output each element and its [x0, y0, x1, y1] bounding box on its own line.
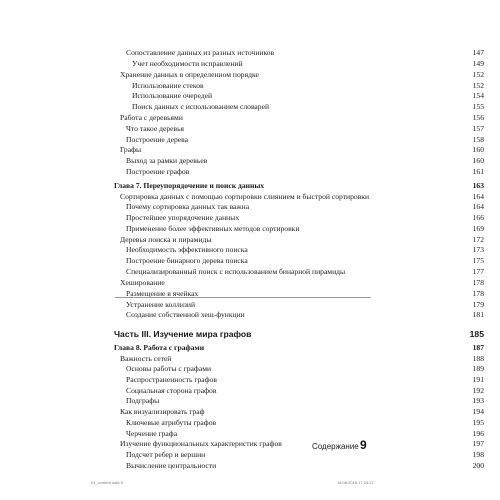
- toc-entry-title: Часть III. Изучение мира графов: [114, 329, 252, 339]
- page-number: 9: [360, 438, 367, 452]
- toc-entry-title: Использование очередей: [132, 91, 213, 100]
- toc-entry-title: Важность сетей: [120, 354, 172, 363]
- toc-entry-title: Хеширование: [120, 278, 165, 287]
- toc-entry-page: 163: [472, 181, 484, 190]
- toc-entry-page: 189: [472, 364, 484, 373]
- toc-entry-page: 152: [472, 70, 484, 79]
- toc-entry-page: 185: [469, 329, 484, 339]
- toc-entry-title: Ключевые атрибуты графов: [126, 418, 217, 427]
- toc-entry-page: 166: [472, 213, 484, 222]
- toc-entry-page: 164: [472, 202, 484, 211]
- toc-entry-page: 197: [472, 439, 484, 448]
- toc-entry-page: 196: [472, 429, 484, 438]
- toc-entry-title: Вычисление центральности: [126, 461, 217, 470]
- print-slug-file: 01_content.indd 9: [91, 480, 123, 485]
- toc-entry-title: Подграфы: [126, 396, 160, 405]
- toc-entry-page: 158: [472, 135, 484, 144]
- toc-entry-title: Простейшее упорядочение данных: [126, 213, 240, 222]
- toc-entry-title: Хранение данных в определенном порядке: [120, 70, 259, 79]
- toc-entry-page: 172: [472, 235, 484, 244]
- print-slug-timestamp: 18.06.2018 17:24:27: [337, 480, 374, 485]
- toc-entry-page: 147: [472, 48, 484, 57]
- toc-entry-page: 178: [472, 289, 484, 298]
- toc-entry-title: Глава 7. Переупорядочение и поиск данных: [114, 181, 265, 190]
- toc-entry-page: 195: [472, 418, 484, 427]
- toc-entry-title: Специализированный поиск с использованием бинарной пирамиды: [126, 267, 346, 276]
- toc-entry-title: Построение бинарного дерева поиска: [126, 256, 248, 265]
- toc-entry-title: Работа с деревьями: [120, 113, 183, 122]
- toc-entry-page: 160: [472, 156, 484, 165]
- toc-entry-title: Социальная сторона графов: [126, 386, 217, 395]
- toc-entry-title: Деревья поиска и пирамиды: [120, 235, 212, 244]
- toc-entry-title: Подсчет ребер и вершин: [126, 450, 206, 459]
- toc-entry-page: 160: [472, 145, 484, 154]
- toc-entry-title: Изучение функциональных характеристик графов: [120, 439, 282, 448]
- toc-entry-page: 177: [472, 267, 484, 276]
- toc-entry-title: Построение графов: [126, 167, 190, 176]
- toc-entry-title: Как визуализировать граф: [120, 407, 205, 416]
- toc-entry-page: 194: [472, 407, 484, 416]
- toc-entry-title: Создание собственной хеш-функции: [126, 310, 245, 319]
- toc-entry-title: Почему сортировка данных так важна: [126, 202, 250, 211]
- toc-entry-page: 198: [472, 450, 484, 459]
- toc-entry-page: 187: [472, 343, 484, 352]
- toc-entry-title: Сопоставление данных из разных источников: [126, 48, 275, 57]
- toc-entry-title: Глава 8. Работа с графами: [114, 343, 205, 352]
- toc-entry-page: 155: [472, 102, 484, 111]
- toc-entry-page: 157: [472, 124, 484, 133]
- toc-entry-title: Что такое деревья: [126, 124, 185, 133]
- toc-entry-title: Учет необходимости исправлений: [132, 59, 243, 68]
- toc-entry-page: 175: [472, 256, 484, 265]
- toc-entry-title: Выход за рамки деревьев: [126, 156, 208, 165]
- toc-entry-page: 161: [472, 167, 484, 176]
- toc-entry-title: Графы: [120, 145, 142, 154]
- toc-entry-page: 169: [472, 224, 484, 233]
- toc-entry-title: Использование стеков: [132, 81, 204, 90]
- part-divider-rule: [115, 297, 371, 298]
- toc-entry-page: 192: [472, 386, 484, 395]
- toc-entry-page: 178: [472, 278, 484, 287]
- toc-entry-page: 164: [472, 192, 484, 201]
- toc-entry-title: Основы работы с графами: [126, 364, 212, 373]
- toc-entry-page: 188: [472, 354, 484, 363]
- toc-entry-page: 156: [472, 113, 484, 122]
- toc-entry-page: 191: [472, 375, 484, 384]
- toc-entry-title: Сортировка данных с помощью сортировки слиянием и быстрой сортировки: [120, 192, 370, 201]
- toc-entry-title: Применение более эффективных методов сортировки: [126, 224, 300, 233]
- toc-entry-page: 173: [472, 245, 484, 254]
- toc-entry-page: 193: [472, 396, 484, 405]
- toc-entry-title: Построение дерева: [126, 135, 188, 144]
- toc-entry-title: Поиск данных с использованием словарей: [132, 102, 270, 111]
- toc-entry-page: 152: [472, 81, 484, 90]
- toc-entry-page: 181: [472, 310, 484, 319]
- toc-entry-page: 200: [472, 461, 484, 470]
- toc-entry-title: Размещение в ячейках: [126, 289, 199, 298]
- toc-entry-title: Устранение коллизий: [126, 300, 196, 309]
- toc-entry-title: Распространенность графов: [126, 375, 217, 384]
- toc-entry-page: 154: [472, 91, 484, 100]
- toc-entry-page: 149: [472, 59, 484, 68]
- running-title: Содержание: [312, 442, 359, 451]
- toc-entry-page: 179: [472, 300, 484, 309]
- toc-entry-title: Необходимость эффективного поиска: [126, 245, 248, 254]
- toc-entry-title: Черчение графа: [126, 429, 178, 438]
